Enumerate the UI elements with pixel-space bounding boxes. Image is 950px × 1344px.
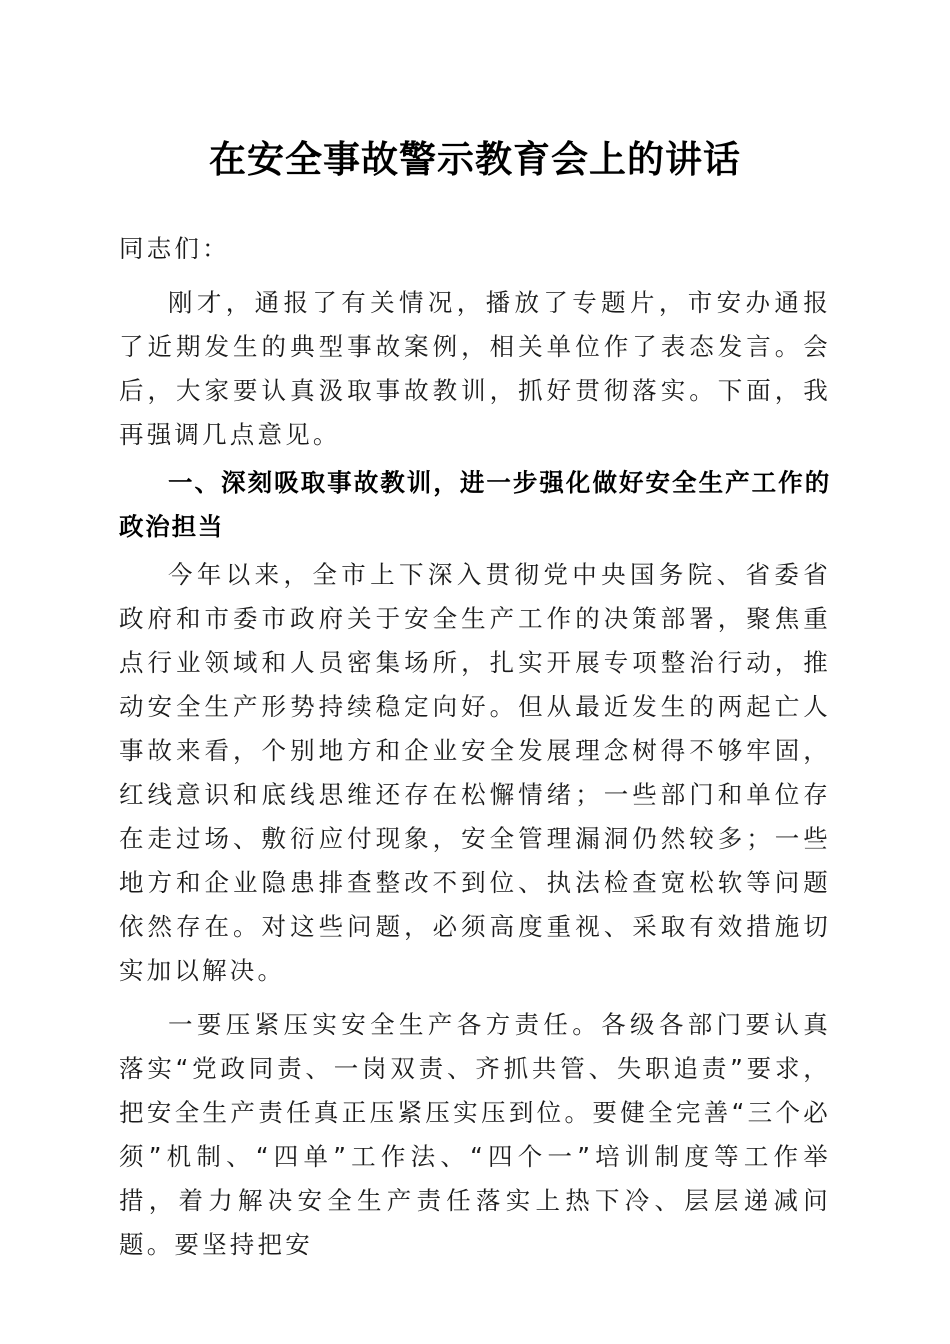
document-body: [119, 227, 831, 1267]
intro-paragraph: 刚才，通报了有关情况，播放了专题片，市安办通报了近期发生的典型事故案例，相关单位作了表态发言。会后，大家要认真汲取事故教训，抓好贯彻落实。下面，我再强调几点意见。: [119, 288, 831, 449]
section-heading-1: 一、深刻吸取事故教训，进一步强化做好安全生产工作的政治担当: [119, 468, 831, 541]
section-1-paragraph-2: 一要压紧压实安全生产各方责任。各级各部门要认真落实“党政同责、一岗双责、齐抓共管、失职追责”要求，把安全生产责任真正压紧压实压到位。要健全完善“三个必须”机制、“四单”工作法、“四个一”培训制度等工作举措，着力解决安全生产责任落实上热下冷、层层递减问题。要坚持把安: [119, 1010, 831, 1259]
salutation: 同志们：: [119, 234, 230, 263]
section-1-paragraph-1: 今年以来，全市上下深入贯彻党中央国务院、省委省政府和市委市政府关于安全生产工作的决策部署，聚焦重点行业领域和人员密集场所，扎实开展专项整治行动，推动安全生产形势持续稳定向好。但从最近发生的两起亡人事故来看，个别地方和企业安全发展理念树得不够牢固，红线意识和底线思维还存在松懈情绪；一些部门和单位存在走过场、敷衍应付现象，安全管理漏洞仍然较多；一些地方和企业隐患排查整改不到位、执法检查宽松软等问题依然存在。对这些问题，必须高度重视、采取有效措施切实加以解决。: [119, 560, 831, 985]
document-title: 在安全事故警示教育会上的讲话: [209, 137, 741, 181]
